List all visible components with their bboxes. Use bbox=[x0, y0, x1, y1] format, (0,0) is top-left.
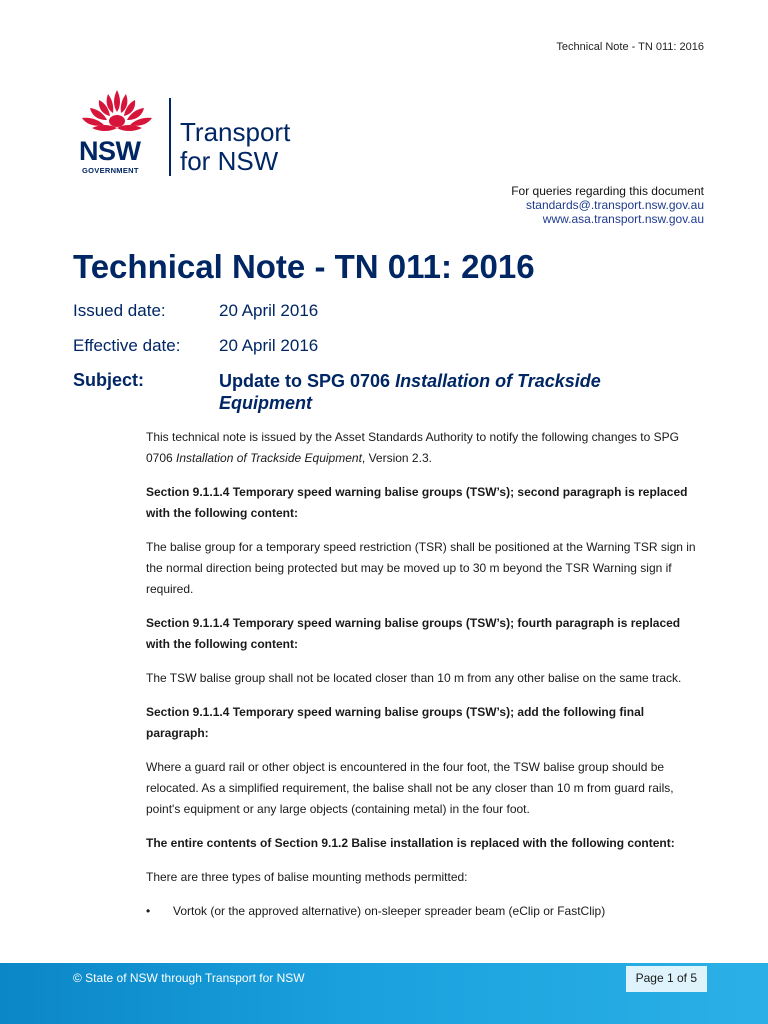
queries-text: For queries regarding this document bbox=[511, 184, 704, 198]
intro-paragraph bbox=[146, 427, 706, 469]
section-paragraph-4: There are three types of balise mounting methods permitted: bbox=[146, 870, 468, 884]
effective-date-value: 20 April 2016 bbox=[219, 336, 319, 355]
section-paragraph-3: Where a guard rail or other object is encountered in the four foot, the TSW balise group should be relocated. As a simplified requirement, the balise shall not be any closer than 10 m from guard rails, point's equipment or any large objects (containing metal) in the four foot. bbox=[146, 760, 674, 816]
website-link[interactable]: www.asa.transport.nsw.gov.au bbox=[542, 212, 704, 226]
list-item bbox=[146, 901, 706, 922]
logo-brand-line2: for NSW bbox=[180, 146, 279, 176]
section-paragraph-1: The balise group for a temporary speed restriction (TSR) shall be positioned at the Warning TSR sign in the normal direction being protected but may be moved up to 30 m beyond the TSR Warning sign if required. bbox=[146, 540, 696, 596]
email-link[interactable]: standards@.transport.nsw.gov.au bbox=[525, 198, 704, 212]
logo-divider bbox=[169, 98, 171, 176]
subject-text bbox=[219, 370, 689, 414]
section-heading-2: Section 9.1.1.4 Temporary speed warning balise groups (TSW’s); fourth paragraph is replaced with the following content: bbox=[146, 616, 681, 651]
subject-label: Subject: bbox=[73, 370, 145, 390]
bullet-icon: • bbox=[146, 904, 151, 918]
copyright-text: © State of NSW through Transport for NSW bbox=[73, 971, 305, 985]
subject-prefix: Update to SPG 0706 bbox=[219, 371, 396, 391]
intro-text-1: This technical note is issued by the Asset Standards Authority to notify the following changes to SPG 0706 bbox=[146, 430, 679, 465]
issued-date-label: Issued date: bbox=[73, 301, 166, 320]
section-paragraph-2: The TSW balise group shall not be located closer than 10 m from any other balise on the same track. bbox=[146, 671, 682, 685]
document-body bbox=[146, 427, 706, 935]
issued-date-value: 20 April 2016 bbox=[219, 301, 319, 320]
effective-date-label: Effective date: bbox=[73, 336, 181, 355]
government-wordmark: GOVERNMENT bbox=[82, 166, 139, 175]
transport-for-nsw-logo bbox=[76, 88, 326, 178]
intro-text-2: , Version 2.3. bbox=[361, 451, 432, 465]
section-heading-3: Section 9.1.1.4 Temporary speed warning balise groups (TSW’s); add the following final paragraph: bbox=[146, 705, 645, 740]
nsw-wordmark: NSW bbox=[79, 136, 141, 166]
section-heading-1: Section 9.1.1.4 Temporary speed warning balise groups (TSW’s); second paragraph is replaced with the following content: bbox=[146, 485, 688, 520]
page-number: Page 1 of 5 bbox=[626, 966, 707, 992]
document-title: Technical Note - TN 011: 2016 bbox=[73, 248, 535, 285]
list-item-text: Vortok (or the approved alternative) on-sleeper spreader beam (eClip or FastClip) bbox=[173, 904, 606, 918]
intro-italic: Installation of Trackside Equipment bbox=[176, 451, 362, 465]
logo-brand-line1: Transport bbox=[180, 117, 291, 147]
section-heading-4: The entire contents of Section 9.1.2 Balise installation is replaced with the following content: bbox=[146, 836, 675, 850]
footer-bar bbox=[0, 963, 768, 1024]
queries-block bbox=[511, 184, 704, 226]
waratah-logo-icon bbox=[78, 88, 156, 136]
running-header: Technical Note - TN 011: 2016 bbox=[556, 41, 704, 53]
subject-italic: Installation of Trackside Equipment bbox=[219, 371, 601, 413]
